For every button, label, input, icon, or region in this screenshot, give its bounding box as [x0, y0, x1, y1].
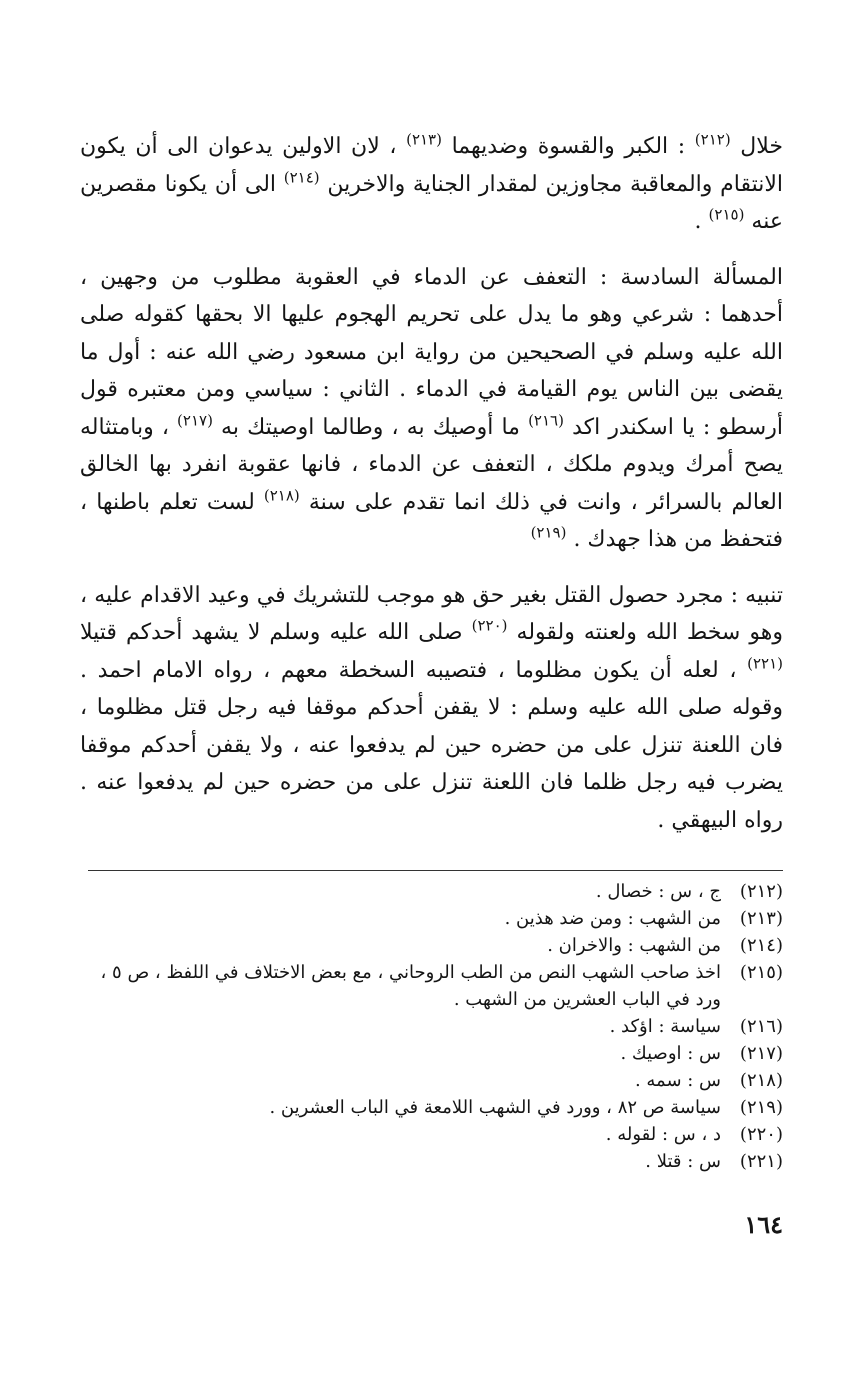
- footnote-number: (٢١٩): [739, 1097, 783, 1118]
- footnote-ref: (٢٢١): [747, 654, 783, 673]
- text-run: ، وبامتثاله يصح أمرك ويدوم ملكك ، التعفف عن الدماء ، فانها عقوبة انفرد بها الخالق العالم بالسرائر ، وانت في ذلك انما تقدم على سنة: [80, 414, 783, 515]
- footnote: [80, 1067, 783, 1094]
- footnote-number: (٢١٤): [739, 935, 783, 956]
- footnote: [80, 1148, 783, 1175]
- footnote-text: ج ، س : خصال .: [595, 881, 721, 902]
- footnote-text: س : قتلا .: [645, 1151, 721, 1172]
- footnotes: [80, 878, 783, 1175]
- text-run: صلى الله عليه وسلم لا يشهد أحدكم قتيلا: [80, 620, 472, 645]
- footnote-number: (٢١٣): [739, 908, 783, 929]
- footnote-number: (٢١٨): [739, 1070, 783, 1091]
- body-text: [80, 128, 783, 839]
- text-run: .: [694, 209, 709, 234]
- footnote-text: اخذ صاحب الشهب النص من الطب الروحاني ، مع بعض الاختلاف في اللفظ ، ص ٥ ، ورد في الباب العشرين من الشهب .: [100, 962, 721, 1010]
- footnote: [80, 959, 783, 1013]
- footnote-ref: (٢١٥): [708, 205, 745, 224]
- footnote: [80, 1040, 783, 1067]
- text-run: : الكبر والقسوة وضديهما: [441, 134, 695, 159]
- footnote-divider: [88, 870, 783, 871]
- footnote-number: (٢٢١): [739, 1151, 783, 1172]
- footnote-ref: (٢١٧): [177, 411, 213, 430]
- text-run: ما أوصيك به ، وطالما اوصيتك به: [212, 414, 529, 440]
- footnote-text: من الشهب : ومن ضد هذين .: [504, 908, 721, 929]
- paragraph: [80, 128, 783, 241]
- text-run: المسألة السادسة : التعفف عن الدماء في العقوبة مطلوب من وجهين ، أحدهما : شرعي وهو ما يدل على تحريم الهجوم عليها الا بحقها كقوله صلى الله عليه وسلم في الصحيحين من رواية ابن مسعود رضي الله عنه : أول ما يقضى بين الناس يوم القيامة في الدماء . الثاني : سياسي ومن معتبره قول أرسطو : يا اسكندر اكد: [80, 264, 783, 440]
- footnote-number: (٢١٦): [739, 1016, 783, 1037]
- text-run: ، لعله أن يكون مظلوما ، فتصيبه السخطة معهم ، رواه الامام احمد . وقوله صلى الله عليه وسلم : لا يقفن أحدكم موقفا فيه رجل قتل مظلوما ، فان اللعنة تنزل على من حضره حين لم يدفعوا عنه ، ولا يقفن أحدكم موقفا يضرب فيه رجل ظلما فان اللعنة تنزل على من حضره حين لم يدفعوا عنه . رواه البيهقي .: [80, 657, 783, 833]
- footnote-ref: (٢١٣): [406, 130, 442, 149]
- book-page: [80, 128, 783, 1319]
- footnote-ref: (٢١٨): [263, 486, 300, 505]
- footnote-ref: (٢١٢): [694, 130, 731, 149]
- footnote-number: (٢١٢): [739, 881, 783, 902]
- page-number: ١٦٤: [744, 1210, 783, 1239]
- footnote-number: (٢٢٠): [739, 1124, 783, 1145]
- footnote: [80, 1121, 783, 1148]
- footnote: [80, 1013, 783, 1040]
- footnote: [80, 878, 783, 905]
- footnote-text: من الشهب : والاخران .: [547, 935, 721, 956]
- footnote-ref: (٢١٦): [528, 411, 564, 430]
- footnote-ref: (٢١٤): [283, 168, 320, 187]
- text-run: ، لان الاولين يدعوان الى أن يكون الانتقام والمعاقبة مجاوزين لمقدار الجناية والاخرين: [80, 134, 783, 197]
- footnote-text: س : اوصيك .: [620, 1043, 721, 1064]
- footnote-text: د ، س : لقوله .: [605, 1124, 721, 1145]
- footnote-number: (٢١٥): [739, 962, 783, 983]
- footnote: [80, 905, 783, 932]
- text-run: الى أن يكونا مقصرين عنه: [80, 171, 783, 234]
- text-run: لست تعلم باطنها ، فتحفظ من هذا جهدك .: [80, 489, 783, 552]
- text-run: تنبيه : مجرد حصول القتل بغير حق هو موجب للتشريك في وعيد الاقدام عليه ، وهو سخط الله ولعنته ولقوله: [80, 582, 783, 645]
- paragraph: [80, 259, 783, 559]
- footnote-text: سياسة ص ٨٢ ، وورد في الشهب اللامعة في الباب العشرين .: [269, 1097, 721, 1118]
- footnote-number: (٢١٧): [739, 1043, 783, 1064]
- footnote-ref: (٢٢٠): [471, 616, 508, 635]
- footnote-text: سياسة : اؤكد .: [609, 1016, 721, 1037]
- paragraph: [80, 577, 783, 840]
- text-run: خلال: [730, 134, 783, 159]
- footnote: [80, 932, 783, 959]
- footnote-ref: (٢١٩): [530, 523, 567, 542]
- footnote: [80, 1094, 783, 1121]
- footnote-text: س : سمه .: [634, 1070, 721, 1091]
